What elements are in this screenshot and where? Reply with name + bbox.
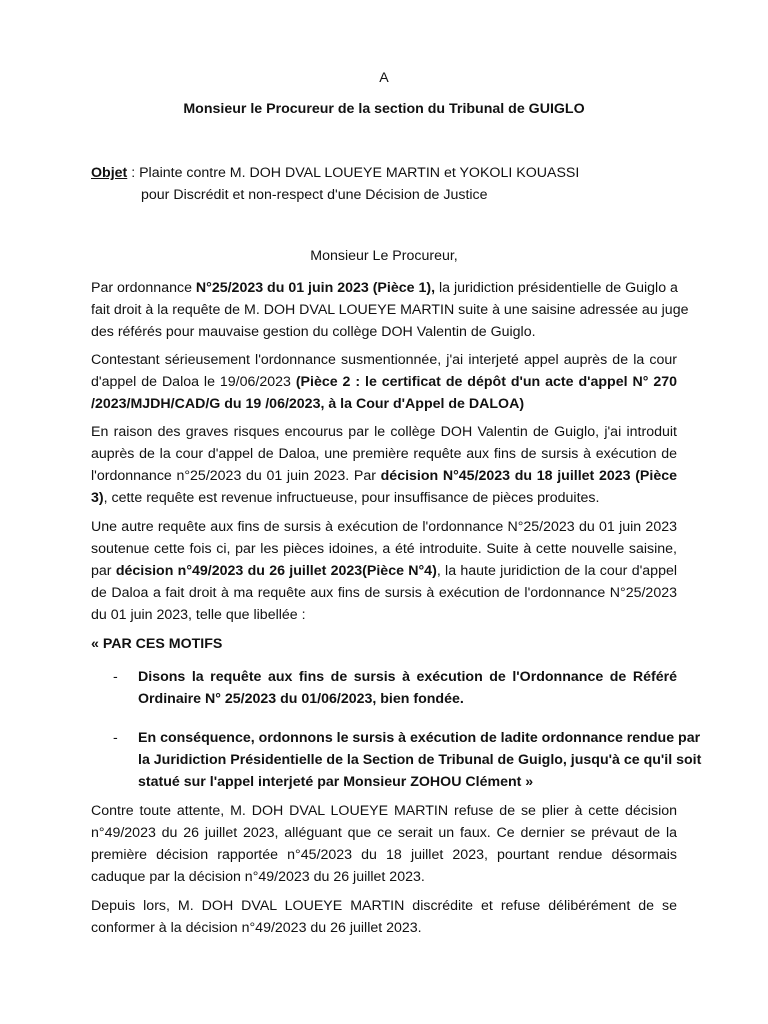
p3-line-4: 3), cette requête est revenue infructueuse, pour insuffisance de pièces produites.: [91, 490, 600, 506]
objet-label: Objet: [91, 165, 128, 181]
paragraph-3: [91, 421, 677, 509]
p5-line-1: Contre toute attente, M. DOH DVAL LOUEYE MARTIN refuse de se plier à cette décision: [91, 803, 677, 819]
p1-line-2: fait droit à la requête de M. DOH DVAL LOUEYE MARTIN suite à une saisine adressée au juge: [91, 302, 689, 318]
p1-line-3: des référés pour mauvaise gestion du collège DOH Valentin de Guiglo.: [91, 324, 536, 340]
paragraph-2: [91, 349, 677, 415]
bullet-2-line-3: statué sur l'appel interjeté par Monsieur ZOHOU Clément »: [138, 774, 534, 790]
recipient-line: Monsieur le Procureur de la section du Tribunal de GUIGLO: [183, 101, 585, 117]
paragraph-5: [91, 800, 677, 888]
bullet-dash-1: -: [113, 669, 118, 685]
p6-line-1: Depuis lors, M. DOH DVAL LOUEYE MARTIN discrédite et refuse délibérément de se: [91, 898, 677, 914]
p1-line-1: Par ordonnance N°25/2023 du 01 juin 2023 (Pièce 1), la juridiction présidentielle de Guiglo a: [91, 280, 678, 296]
p2-line-2: d'appel de Daloa le 19/06/2023 (Pièce 2 : le certificat de dépôt d'un acte d'appel N° 270: [91, 374, 677, 390]
p2-line-3: /2023/MJDH/CAD/G du 19 /06/2023, à la Cour d'Appel de DALOA): [91, 396, 525, 412]
paragraph-4: [91, 516, 677, 626]
bullet-item-1: [138, 666, 677, 710]
p5-line-4: caduque par la décision n°49/2023 du 26 juillet 2023.: [91, 869, 425, 885]
bullet-2-line-2: la Juridiction Présidentielle de la Section de Tribunal de Guiglo, jusqu'à ce qu'il soit: [138, 752, 702, 768]
salutation: Monsieur Le Procureur,: [310, 248, 458, 264]
p4-line-2: soutenue cette fois ci, par les pièces idoines, a été introduite. Suite à cette nouvelle saisine,: [91, 541, 677, 557]
p4-line-1: Une autre requête aux fins de sursis à exécution de l'ordonnance N°25/2023 du 01 juin 2023: [91, 519, 677, 535]
p3-line-2: auprès de la cour d'appel de Daloa, une première requête aux fins de sursis à exécution de: [91, 446, 677, 462]
p3-line-3: l'ordonnance n°25/2023 du 01 juin 2023. Par décision N°45/2023 du 18 juillet 2023 (Pièce: [91, 468, 677, 484]
objet-line-1: [91, 163, 579, 183]
bullet-1-line-1: Disons la requête aux fins de sursis à exécution de l'Ordonnance de Référé: [138, 669, 677, 685]
bullet-item-2: [138, 727, 702, 793]
paragraph-6: [91, 895, 677, 939]
p5-line-2: n°49/2023 du 26 juillet 2023, alléguant que ce serait un faux. Ce dernier se prévaut de la: [91, 825, 677, 841]
paragraph-1: [91, 277, 689, 343]
p4-line-4: de Daloa a fait droit à ma requête aux fins de sursis à exécution de l'ordonnance N°25/2023: [91, 585, 677, 601]
bullet-dash-2: -: [113, 730, 118, 746]
p6-line-2: conformer à la décision n°49/2023 du 26 juillet 2023.: [91, 920, 422, 936]
p4-line-5: du 01 juin 2023, telle que libellée :: [91, 607, 306, 623]
addressee-prefix: A: [379, 70, 389, 86]
objet-line-2: pour Discrédit et non-respect d'une Décision de Justice: [141, 187, 488, 203]
objet-text-1: : Plainte contre M. DOH DVAL LOUEYE MARTIN et YOKOLI KOUASSI: [127, 165, 580, 181]
bullet-2-line-1: En conséquence, ordonnons le sursis à exécution de ladite ordonnance rendue par: [138, 730, 701, 746]
motifs-heading: « PAR CES MOTIFS: [91, 636, 223, 652]
p5-line-3: première décision rapportée n°45/2023 du 18 juillet 2023, pourtant rendue désormais: [91, 847, 677, 863]
p4-line-3: par décision n°49/2023 du 26 juillet 2023(Pièce N°4), la haute juridiction de la cour d'appel: [91, 563, 678, 579]
p3-line-1: En raison des graves risques encourus par le collège DOH Valentin de Guiglo, j'ai introduit: [91, 424, 677, 440]
p2-line-1: Contestant sérieusement l'ordonnance susmentionnée, j'ai interjeté appel auprès de la cour: [91, 352, 677, 368]
bullet-1-line-2: Ordinaire N° 25/2023 du 01/06/2023, bien fondée.: [138, 691, 464, 707]
